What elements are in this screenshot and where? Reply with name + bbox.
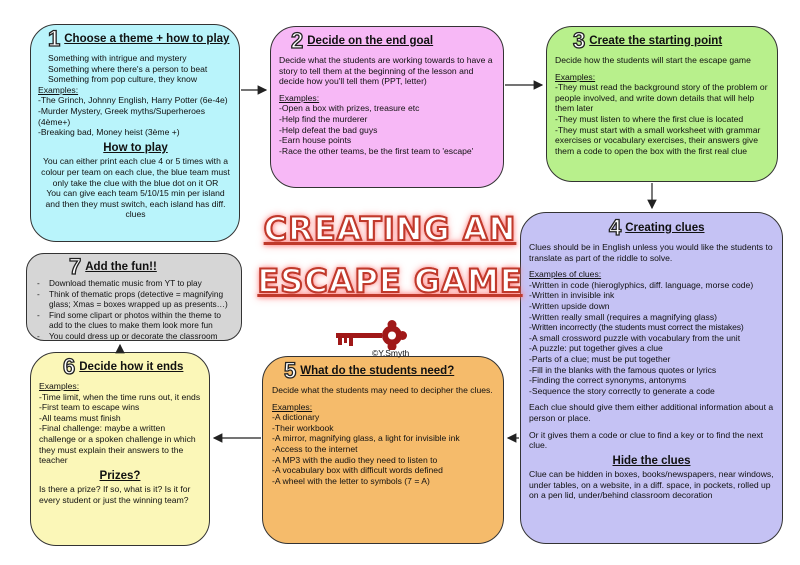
example-item: (4ème+) <box>38 116 71 127</box>
example-item: -Written in invisible ink <box>529 290 615 301</box>
hide-clues-text: Clue can be hidden in boxes, books/newspapers, near windows, under tables, on a website, in a diff. space, in pockets, rolled up on a pen lid, under/behind classroom decoration <box>529 469 774 501</box>
example-item: -The Grinch, Johnny English, Harry Potter (6e-4e) <box>38 95 228 106</box>
step-number: 6 <box>63 354 76 379</box>
step-number: 2 <box>291 28 304 53</box>
example-item: -First team to escape wins <box>39 402 140 413</box>
example-item: -Murder Mystery, Greek myths/Superheroes <box>38 105 205 116</box>
example-item: -Breaking bad, Money heist (3ème +) <box>38 127 180 138</box>
step-number: 3 <box>573 28 586 53</box>
example-item: -Final challenge: maybe a written challenge or a spoken challenge in which they must explain their answers to the teacher <box>39 423 196 466</box>
examples-label: Examples: <box>38 84 79 95</box>
example-item: -Time limit, when the time runs out, it ends <box>39 391 201 402</box>
example-item: -Help find the murderer <box>279 113 368 124</box>
example-item: -A MP3 with the audio they need to listen to <box>272 454 438 465</box>
intro-line: Something with intrigue and mystery <box>48 53 187 63</box>
example-item: -All teams must finish <box>39 412 121 423</box>
list-item: - You could dress up or decorate the classroom <box>33 331 235 341</box>
intro-line: Something where there's a person to beat <box>48 63 208 74</box>
example-item: -Written in code (hieroglyphics, diff. language, morse code) <box>529 279 754 290</box>
how-to-play-text: You can give each team 5/10/15 min per island and then they must switch, each island has diff. clues <box>45 188 226 220</box>
example-item: -Written really small (requires a magnifying glass) <box>529 311 718 322</box>
step-heading: What do the students need? <box>300 364 455 377</box>
how-to-play-heading: How to play <box>103 141 168 154</box>
examples-label: Examples: <box>279 92 320 103</box>
list-item: - Find some clipart or photos within the theme to add to the clues to make them look more fun <box>33 310 235 330</box>
examples-label: Examples of clues: <box>529 269 602 280</box>
intro-text: Decide what the students may need to decipher the clues. <box>272 385 493 395</box>
example-item: -They must read the background story of the problem or people involved, and write down details that will help them later <box>555 82 768 114</box>
example-item: -A vocabulary box with difficult words defined <box>272 465 443 476</box>
example-item: -Help defeat the bad guys <box>279 124 378 135</box>
hide-clues-heading: Hide the clues <box>612 454 691 467</box>
step-heading: Create the starting point <box>589 34 723 47</box>
example-item: -Race the other teams, be the first team to 'escape' <box>279 145 474 156</box>
example-item: -A small crossword puzzle with vocabulary from the unit <box>529 332 741 343</box>
example-item: -A mirror, magnifying glass, a light for invisible ink <box>272 433 460 444</box>
step-number: 7 <box>69 254 82 279</box>
prizes-heading: Prizes? <box>99 469 141 482</box>
step-number: 5 <box>284 358 297 383</box>
prizes-text: Is there a prize? If so, what is it? Is it for every student or just the winning team? <box>39 484 191 505</box>
credit-text: ©Y.Smyth <box>372 348 410 358</box>
how-to-play-text: You can either print each clue 4 or 5 times with a colour per team on each clue, the blue team must only take the clue with the blue dot on it OR <box>41 156 230 188</box>
list-item: - Download thematic music from YT to play <box>33 278 235 288</box>
example-item: -A wheel with the letter to symbols (7 = A) <box>272 475 430 486</box>
title-line-1: CREATING AN <box>263 210 517 248</box>
example-item: -Sequence the story correctly to generate a code <box>529 385 715 396</box>
intro-line: Something from pop culture, they know <box>48 74 198 85</box>
examples-label: Examples: <box>272 401 313 412</box>
step-heading: Decide how it ends <box>79 360 184 373</box>
example-item: -Their workbook <box>272 422 334 433</box>
step-number: 1 <box>48 26 61 51</box>
example-item: -A puzzle: put together gives a clue <box>529 343 663 354</box>
intro-text: Clues should be in English unless you would like the students to translate as part of the riddle to solve. <box>529 242 773 263</box>
example-item: -Fill in the blanks with the famous quotes or lyrics <box>529 364 717 375</box>
step-heading: Add the fun!! <box>85 261 157 273</box>
step-heading: Choose a theme + how to play <box>64 32 230 45</box>
intro-text: Decide how the students will start the escape game <box>555 55 751 65</box>
title-line-2: ESCAPE GAME <box>257 262 523 300</box>
example-item: -Written incorrectly (the students must correct the mistakes) <box>529 322 744 333</box>
examples-label: Examples: <box>39 381 80 391</box>
step-number: 4 <box>609 215 622 240</box>
example-item: -Earn house points <box>279 135 352 146</box>
example-item: -Open a box with prizes, treasure etc <box>279 103 420 114</box>
note-text: Or it gives them a code or clue to find a key or to find the next clue. <box>529 429 764 451</box>
example-item: -A dictionary <box>272 412 320 423</box>
key-icon <box>332 320 412 350</box>
list-item: - Think of thematic props (detective = magnifying glass; Xmas = boxes wrapped up as presents…) <box>33 289 235 309</box>
example-item: -They must start with a small worksheet with grammar exercises or vocabulary exercises, their answers give them a code to open the box with the first real clue <box>555 124 761 156</box>
intro-text: Decide what the students are working towards to have a story to tell them at the beginning of the lesson and decide how you'll tell them (PPT, letter) <box>279 55 493 87</box>
example-item: -Parts of a clue; must be put together <box>529 353 671 364</box>
example-item: -Access to the internet <box>272 443 358 454</box>
step-heading: Creating clues <box>625 221 705 234</box>
note-text: Each clue should give them either additional information about a person or place. <box>529 402 774 423</box>
example-item: -Written upside down <box>529 300 610 311</box>
example-item: -They must listen to where the first clue is located <box>555 113 744 124</box>
step-heading: Decide on the end goal <box>307 34 434 47</box>
example-item: -Finding the correct synonyms, antonyms <box>529 375 687 386</box>
examples-label: Examples: <box>555 71 596 82</box>
